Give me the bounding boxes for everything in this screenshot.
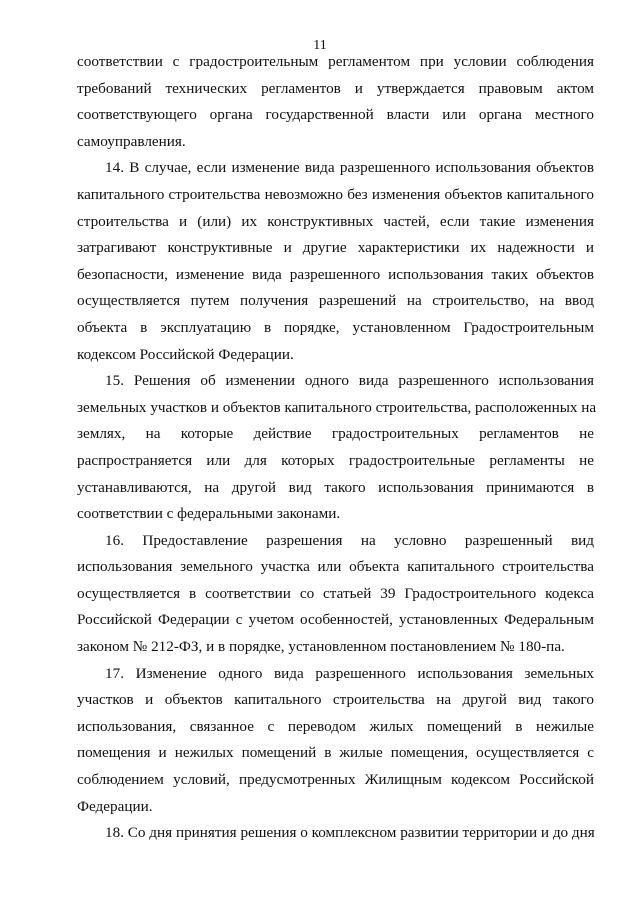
text-line: 14. В случае, если изменение вида разрешенного использования объектов bbox=[105, 159, 594, 177]
text-line: участков и объектов капитального строительства на другой вид такого bbox=[77, 691, 594, 709]
text-line: Федерации. bbox=[77, 797, 153, 815]
text-line: соответствии с федеральными законами. bbox=[77, 505, 341, 523]
text-line: 17. Изменение одного вида разрешенного использования земельных bbox=[105, 664, 594, 682]
text-line: 16. Предоставление разрешения на условно разрешенный вид bbox=[105, 531, 594, 549]
text-line: осуществляется путем получения разрешений на строительство, на ввод bbox=[77, 292, 594, 310]
text-line: соблюдением условий, предусмотренных Жилищным кодексом Российской bbox=[77, 771, 594, 789]
page-number: 11 bbox=[313, 38, 327, 53]
text-line: соответствующего органа государственной власти или органа местного bbox=[77, 106, 594, 124]
text-line: кодексом Российской Федерации. bbox=[77, 345, 294, 363]
text-line: устанавливаются, на другой вид такого использования принимаются в bbox=[77, 478, 594, 496]
text-line: распространяется или для которых градостроительные регламенты не bbox=[77, 451, 594, 469]
text-line: землях, на которые действие градостроительных регламентов не bbox=[77, 425, 594, 443]
text-line: Российской Федерации с учетом особенностей, установленных Федеральным bbox=[77, 611, 594, 629]
text-line: осуществляется в соответствии со статьей 39 Градостроительного кодекса bbox=[77, 584, 594, 602]
text-line: объекта в эксплуатацию в порядке, установленном Градостроительным bbox=[77, 318, 594, 336]
text-line: соответствии с градостроительным регламентом при условии соблюдения bbox=[77, 53, 594, 70]
document-body bbox=[77, 49, 597, 847]
text-line: использования земельного участка или объекта капитального строительства bbox=[77, 558, 594, 576]
text-line: капитального строительства невозможно без изменения объектов капитального bbox=[77, 185, 594, 203]
text-line: использования, связанное с переводом жилых помещений в нежилые bbox=[77, 717, 594, 735]
text-line: требований технических регламентов и утверждается правовым актом bbox=[77, 79, 594, 97]
text-line: затрагивают конструктивные и другие характеристики их надежности и bbox=[77, 239, 594, 257]
text-line: законом № 212-ФЗ, и в порядке, установленном постановлением № 180-па. bbox=[77, 638, 565, 656]
text-line: помещения и нежилых помещений в жилые помещения, осуществляется с bbox=[77, 744, 594, 762]
text-line: самоуправления. bbox=[77, 132, 186, 150]
text-line: безопасности, изменение вида разрешенного использования таких объектов bbox=[77, 265, 594, 283]
text-line: 18. Со дня принятия решения о комплексном развитии территории и до дня bbox=[105, 824, 595, 842]
text-line: строительства и (или) их конструктивных частей, если такие изменения bbox=[77, 212, 594, 230]
text-line: 15. Решения об изменении одного вида разрешенного использования bbox=[105, 372, 594, 390]
text-line: земельных участков и объектов капитального строительства, расположенных на bbox=[77, 398, 597, 416]
